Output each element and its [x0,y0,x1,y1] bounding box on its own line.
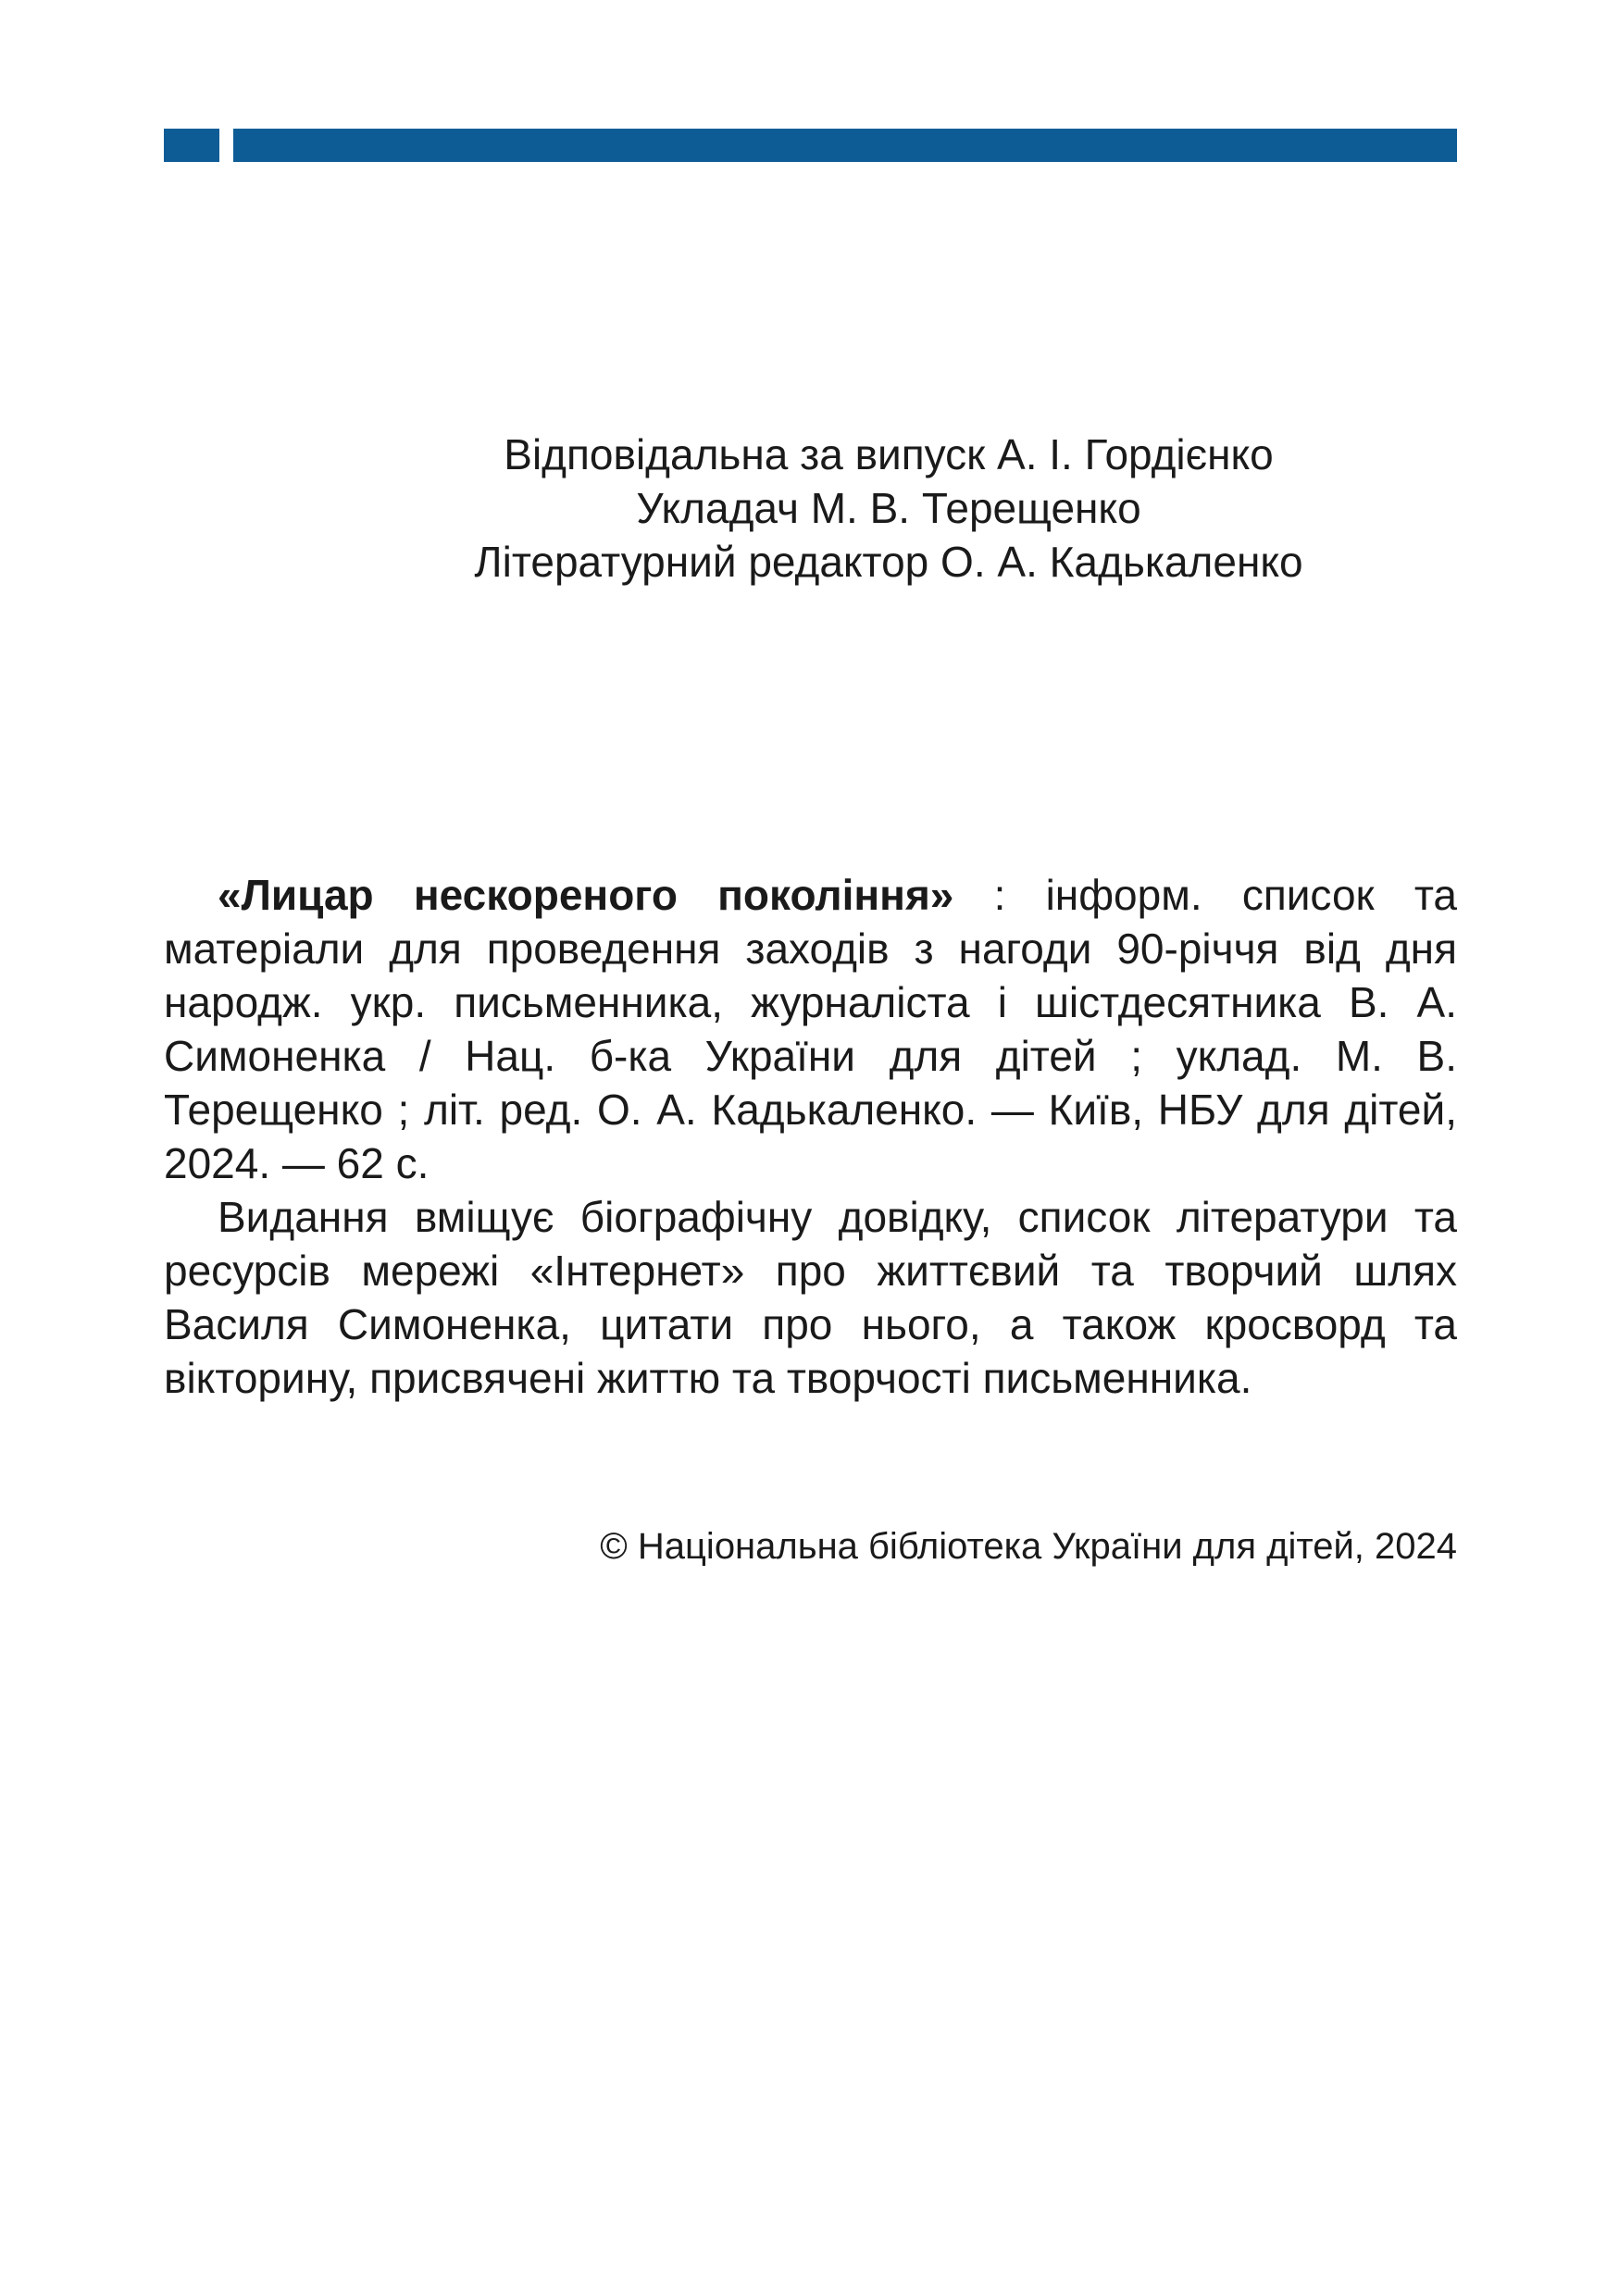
publication-record: : інформ. список та матеріали для проведення заходів з нагоди 90-річчя від дня народж. укр. письменника, журналіста і шістдесятника В. А. Симоненка / Нац. б-ка України для дітей ; уклад. М. В. Терещенко ; літ. ред. О. А. Кадькаленко. — Київ, НБУ для дітей, 2024. — 62 с. [164,871,1457,1187]
publication-title: «Лицар нескореного покоління» [218,871,954,919]
credit-compiler: Укладач М. В. Терещенко [636,484,1141,532]
header-decoration-bar [164,129,1457,162]
copyright-notice: © Національна бібліотека України для дітей, 2024 [600,1526,1457,1567]
publication-annotation: Видання вміщує біографічну довідку, список літератури та ресурсів мережі «Інтернет» про життєвий та творчий шлях Василя Симоненка, цитати про нього, а також кросворд та вікторину, присвячені життю та творчості письменника. [164,1193,1457,1402]
credit-responsible: Відповідальна за випуск А. І. Гордієнко [504,430,1274,478]
header-bar-long-segment [233,129,1457,162]
credit-editor: Літературний редактор О. А. Кадькаленко [474,538,1303,586]
bibliographic-description [164,868,1457,1405]
credits-block [333,428,1444,589]
bibliographic-record [164,868,1457,1190]
header-bar-short-segment [164,129,219,162]
